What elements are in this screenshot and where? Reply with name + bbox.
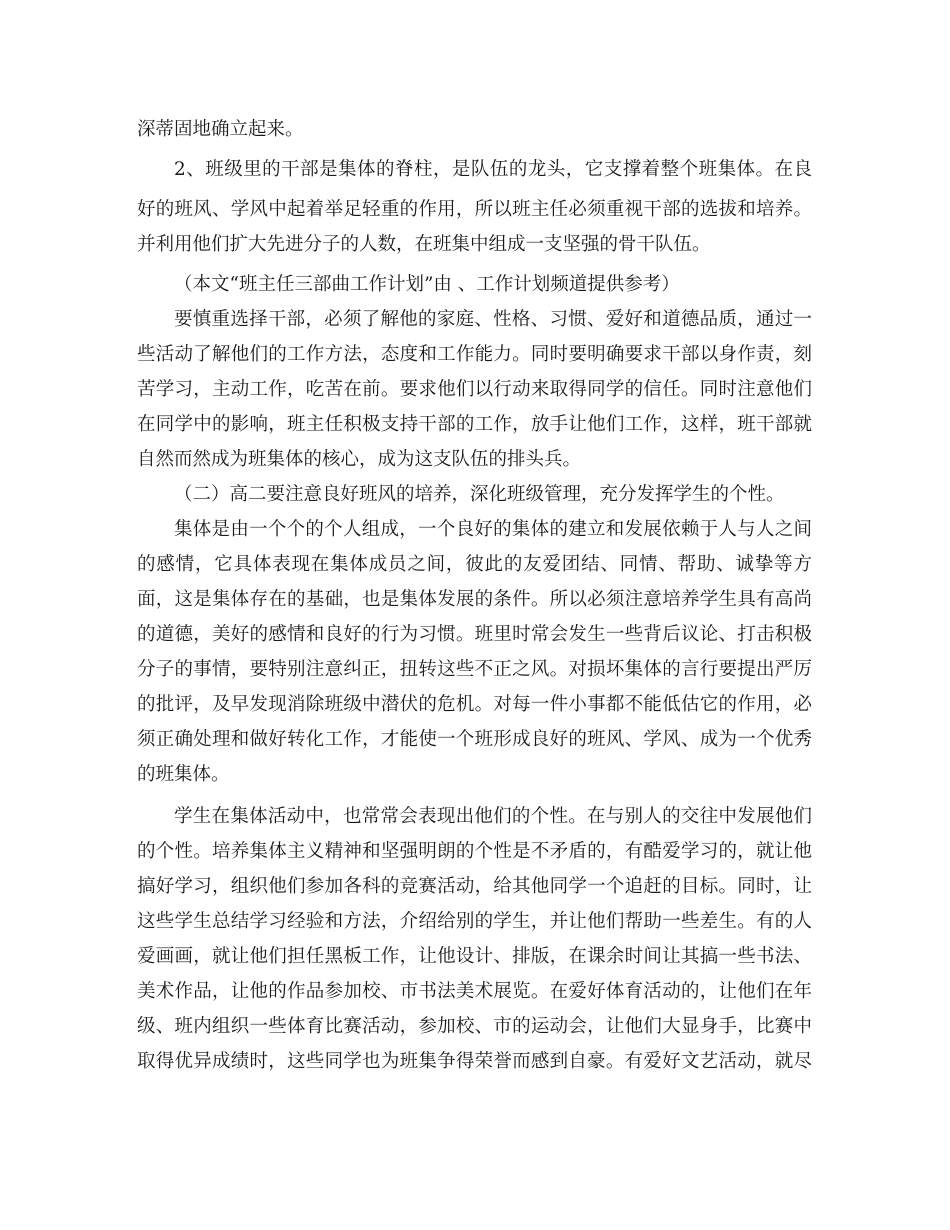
text-line: 深蒂固地确立起来。 xyxy=(137,119,304,140)
text-line: 在同学中的影响，班主任积极支持干部的工作，放手让他们工作，这样，班干部就 xyxy=(137,414,812,435)
text-line: 集体是由一个个的个人组成，一个良好的集体的建立和发展依赖于人与人之间 xyxy=(174,519,812,540)
text-line: 搞好学习，组织他们参加各科的竞赛活动，给其他同学一个追赶的目标。同时，让 xyxy=(137,876,812,897)
text-line: 并利用他们扩大先进分子的人数，在班集中组成一支坚强的骨干队伍。 xyxy=(137,234,711,255)
text-line: 些活动了解他们的工作方法，态度和工作能力。同时要明确要求干部以身作责，刻 xyxy=(137,344,812,365)
text-line: 面，这是集体存在的基础，也是集体发展的条件。所以必须注意培养学生具有高尚 xyxy=(137,589,812,610)
text-line: 爱画画，就让他们担任黑板工作，让他设计、排版，在课余时间让其搞一些书法、 xyxy=(137,946,812,967)
text-line: 的道德，美好的感情和良好的行为习惯。班里时常会发生一些背后议论、打击积极 xyxy=(137,624,812,645)
text-line: 美术作品，让他的作品参加校、市书法美术展览。在爱好体育活动的，让他们在年 xyxy=(137,981,812,1002)
text-line: 取得优异成绩时，这些同学也为班集争得荣誉而感到自豪。有爱好文艺活动，就尽 xyxy=(137,1051,812,1072)
text-line: 级、班内组织一些体育比赛活动，参加校、市的运动会，让他们大显身手，比赛中 xyxy=(137,1016,812,1037)
text-line: （二）高二要注意良好班风的培养，深化班级管理，充分发挥学生的个性。 xyxy=(174,484,785,505)
text-line: 的感情，它具体表现在集体成员之间，彼此的友爱团结、同情、帮助、诚挚等方 xyxy=(137,554,812,575)
text-line: 的个性。培养集体主义精神和坚强明朗的个性是不矛盾的，有酷爱学习的，就让他 xyxy=(137,841,812,862)
text-line: 自然而然成为班集体的核心，成为这支队伍的排头兵。 xyxy=(137,449,582,470)
text-line: 好的班风、学风中起着举足轻重的作用，所以班主任必须重视干部的选拔和培养。 xyxy=(137,199,812,220)
text-line: 要慎重选择干部，必须了解他的家庭、性格、习惯、爱好和道德品质，通过一 xyxy=(174,309,812,330)
text-line: 2、班级里的干部是集体的脊柱，是队伍的龙头，它支撑着整个班集体。在良 xyxy=(174,159,812,180)
text-line: 的批评，及早发现消除班级中潜伏的危机。对每一件小事都不能低估它的作用，必 xyxy=(137,694,812,715)
text-line: 苦学习，主动工作，吃苦在前。要求他们以行动来取得同学的信任。同时注意他们 xyxy=(137,379,812,400)
text-line: 须正确处理和做好转化工作，才能使一个班形成良好的班风、学风、成为一个优秀 xyxy=(137,729,812,750)
text-line: （本文“班主任三部曲工作计划”由 、工作计划频道提供参考） xyxy=(174,274,680,295)
text-line: 的班集体。 xyxy=(137,764,230,785)
text-line: 这些学生总结学习经验和方法，介绍给别的学生，并让他们帮助一些差生。有的人 xyxy=(137,911,812,932)
text-line: 学生在集体活动中，也常常会表现出他们的个性。在与别人的交往中发展他们 xyxy=(174,806,812,827)
text-line: 分子的事情，要特别注意纠正，扭转这些不正之风。对损坏集体的言行要提出严厉 xyxy=(137,659,812,680)
